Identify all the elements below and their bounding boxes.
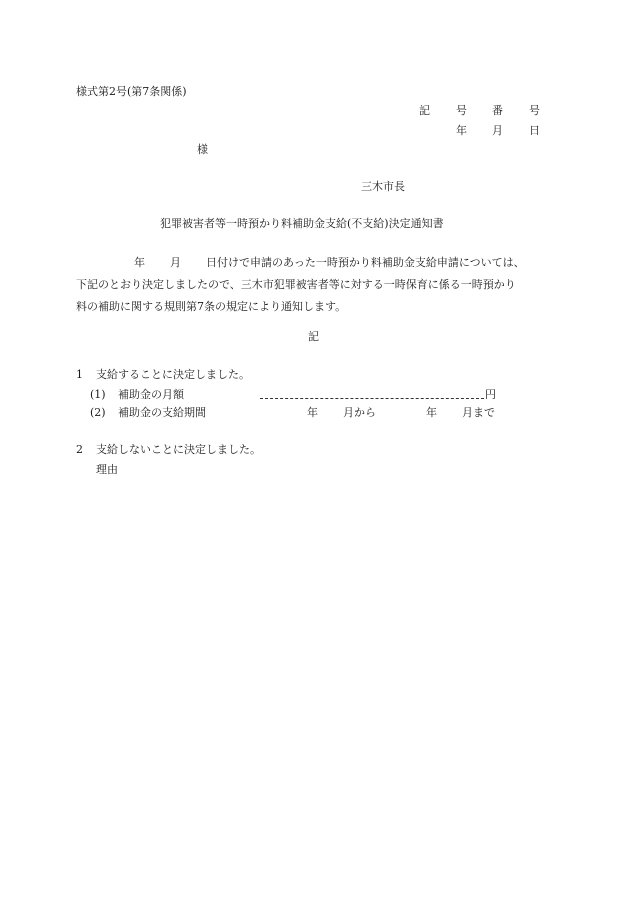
form-number-label: 様式第2号(第7条関係) xyxy=(76,85,187,98)
period-to-year: 年 xyxy=(426,406,437,419)
body-month: 月 xyxy=(170,256,181,269)
reason-label: 理由 xyxy=(96,463,118,476)
section-1-number: 1 xyxy=(76,368,83,381)
body-line-1 xyxy=(76,252,556,274)
yen-unit: 円 xyxy=(485,388,496,401)
item-2-number: (2) xyxy=(90,406,106,419)
issuer-name: 三木市長 xyxy=(361,180,405,193)
section-2-text: 支給しないことに決定しました。 xyxy=(96,443,261,456)
recipient-honorific: 様 xyxy=(197,143,208,156)
body-paragraph xyxy=(76,252,556,318)
doc-go-suffix: 号 xyxy=(529,104,540,117)
item-1-label: 補助金の月額 xyxy=(118,388,184,401)
monthly-amount-blank xyxy=(260,398,484,399)
date-day: 日 xyxy=(529,124,540,137)
doc-ki: 記 xyxy=(419,104,430,117)
period-to-month: 月まで xyxy=(462,406,495,419)
period-from-month: 月から xyxy=(343,406,376,419)
section-2-number: 2 xyxy=(76,443,83,456)
item-1-number: (1) xyxy=(90,388,106,401)
body-line-2: 下記のとおり決定しましたので、三木市犯罪被害者等に対する一時保育に係る一時預かり xyxy=(76,278,516,291)
doc-ban: 番 xyxy=(492,104,503,117)
section-1-text: 支給することに決定しました。 xyxy=(96,368,250,381)
body-line-3: 料の補助に関する規則第7条の規定により通知します。 xyxy=(76,300,347,313)
period-from-year: 年 xyxy=(307,406,318,419)
body-line-1-text: 日付けで申請のあった一時預かり料補助金支給申請については、 xyxy=(206,256,525,269)
date-year: 年 xyxy=(456,124,467,137)
document-title: 犯罪被害者等一時預かり料補助金支給(不支給)決定通知書 xyxy=(160,217,444,230)
body-year: 年 xyxy=(134,256,145,269)
ki-heading: 記 xyxy=(308,330,319,343)
doc-go: 号 xyxy=(456,104,467,117)
date-month: 月 xyxy=(492,124,503,137)
item-2-label: 補助金の支給期間 xyxy=(118,406,206,419)
